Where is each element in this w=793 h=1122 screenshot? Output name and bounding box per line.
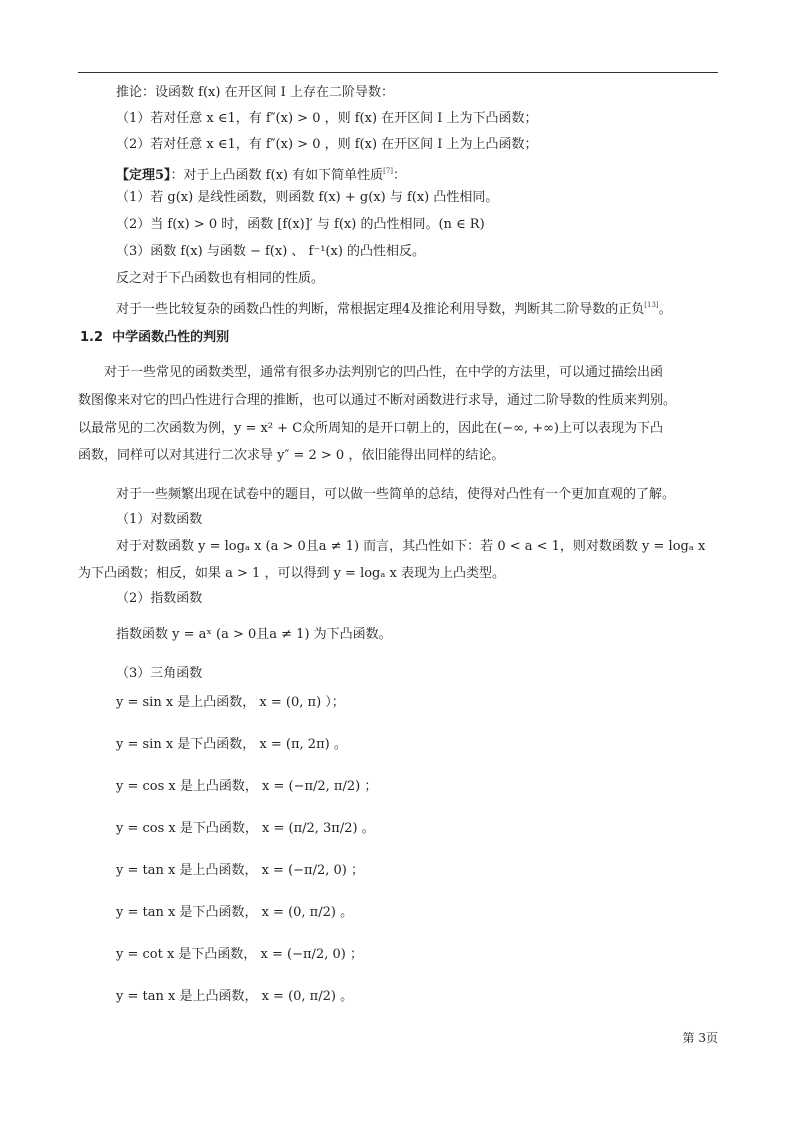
para1-line-3: 以最常见的二次函数为例，y = x² + C众所周知的是开口朝上的，因此在(−∞, +∞)上可以表现为下凸: [78, 421, 664, 436]
theorem5-label: 【定理5】: [116, 168, 171, 183]
exp-heading: （2）指数函数: [116, 591, 203, 606]
trig-item: y = sin x 是上凸函数， x = (0, π) ）；: [116, 695, 345, 710]
trig-item: y = sin x 是下凸函数， x = (π, 2π) 。: [116, 737, 347, 752]
corollary-intro: 推论：设函数 f(x) 在开区间 I 上存在二阶导数：: [116, 85, 394, 100]
para1-line-1: 对于一些常见的函数类型，通常有很多办法判别它的凹凸性，在中学的方法里，可以通过描绘出函: [104, 365, 664, 380]
complex-note-ref: [13]: [644, 301, 659, 309]
complex-note-text: 对于一些比较复杂的函数凸性的判断，常根据定理4及推论利用导数，判断其二阶导数的正负: [116, 302, 645, 317]
complex-note: [116, 296, 672, 319]
complex-note-end: 。: [658, 302, 672, 317]
para1-line-2: 数图像来对它的凹凸性进行合理的推断，也可以通过不断对函数进行求导，通过二阶导数的性质来判别。: [78, 393, 677, 408]
trig-item: y = tan x 是上凸函数， x = (0, π/2) 。: [116, 989, 354, 1004]
page-number: 第 3页: [682, 1031, 718, 1045]
theorem5-property-2: （2）当 f(x) > 0 时，函数 [f(x)]′ 与 f(x) 的凸性相同。(n ∈ R): [116, 217, 485, 232]
trig-item: y = cos x 是下凸函数， x = (π/2, 3π/2) 。: [116, 821, 375, 836]
para1-line-4: 函数，同样可以对其进行二次求导 y″ = 2 > 0 ，依旧能得出同样的结论。: [78, 448, 505, 463]
para2: 对于一些频繁出现在试卷中的题目，可以做一些简单的总结，使得对凸性有一个更加直观的了解。: [116, 487, 676, 502]
section-heading: [80, 326, 229, 345]
theorem5-ref: [7]: [383, 167, 394, 175]
corollary-item-1: （1）若对任意 x ∈1，有 f″(x) > 0 ，则 f(x) 在开区间 I 上为下凸函数；: [116, 111, 538, 126]
trig-item: y = tan x 是上凸函数， x = (−π/2, 0) ；: [116, 863, 364, 878]
theorem5-property-1: （1）若 g(x) 是线性函数，则函数 f(x) + g(x) 与 f(x) 凸性相同。: [116, 190, 499, 205]
trig-item: y = cos x 是上凸函数， x = (−π/2, π/2) ；: [116, 779, 378, 794]
section-title: 中学函数凸性的判别: [112, 330, 230, 345]
theorem5-property-3: （3）函数 f(x) 与函数 − f(x) 、 f⁻¹(x) 的凸性相反。: [116, 244, 426, 259]
trig-item: y = cot x 是下凸函数， x = (−π/2, 0) ；: [116, 947, 363, 962]
theorem5-text: ：对于上凸函数 f(x) 有如下简单性质: [170, 168, 384, 183]
theorem5-line: 【定理5】：对于上凸函数 f(x) 有如下简单性质[7]：: [116, 167, 407, 183]
log-line-2: 为下凸函数；相反，如果 a > 1 ，可以得到 y = logₐ x 表现为上凸类型。: [78, 566, 505, 581]
trig-heading: （3）三角函数: [116, 666, 203, 681]
log-heading: （1）对数函数: [116, 512, 203, 527]
section-number: 1.2: [80, 330, 104, 345]
converse-note: 反之对于下凸函数也有相同的性质。: [116, 271, 325, 286]
exp-line-1: 指数函数 y = aˣ (a > 0且a ≠ 1) 为下凸函数。: [116, 627, 392, 642]
header-rule: [78, 72, 718, 73]
corollary-item-2: （2）若对任意 x ∈1，有 f″(x) > 0 ，则 f(x) 在开区间 I 上为上凸函数；: [116, 137, 538, 152]
log-line-1: 对于对数函数 y = logₐ x (a > 0且a ≠ 1) 而言，其凸性如下：若 0 < a < 1，则对数函数 y = logₐ x: [116, 539, 706, 554]
trig-item: y = tan x 是下凸函数， x = (0, π/2) 。: [116, 905, 354, 920]
